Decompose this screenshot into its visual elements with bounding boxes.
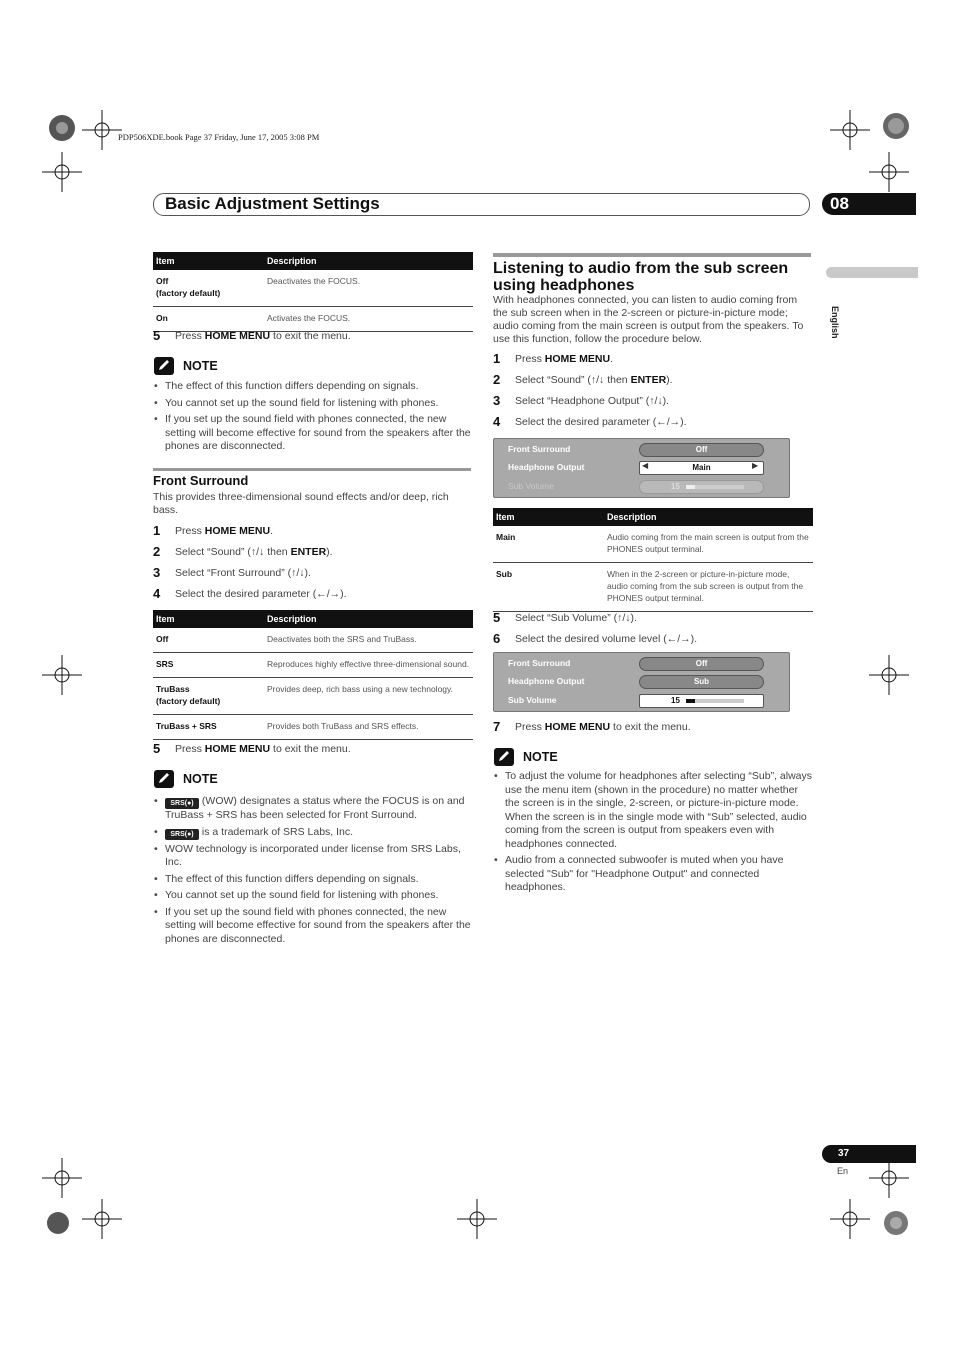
note-icon [154,770,174,788]
table-row [153,678,473,715]
osd-value: Off [639,657,764,671]
list-item: • If you set up the sound field with phones connected, the new setting will become effective for sound from the speakers after the phones are disconnected. [154,413,472,454]
volume-bar [686,699,744,703]
osd-value-text: Main [692,463,711,472]
step-text: Press [515,721,545,733]
table-cell-item: Off (factory default) [153,270,264,307]
page-number: 37 [838,1148,850,1159]
osd-value: Sub [639,675,764,689]
volume-bar-fill [686,699,695,703]
step-text: to exit the menu. [610,721,691,733]
osd-row[interactable] [494,673,789,690]
srs-wow-logo: SRS(●) [165,798,199,809]
registration-mark-icon [38,1203,78,1243]
step-text: Press [175,330,205,342]
step-text: Press [515,353,545,365]
table-cell-item: Off [153,628,264,653]
osd-label: Headphone Output [508,676,585,686]
volume-bar-fill [686,485,695,489]
step-number: 3 [153,565,161,580]
osd-row-selected[interactable] [494,459,789,476]
table-row [493,563,813,612]
osd-menu [493,652,790,712]
table-row [153,307,473,332]
step-number: 2 [493,372,501,387]
list-item-text: is a trademark of SRS Labs, Inc. [199,825,354,838]
list-item [154,826,472,840]
osd-label: Front Surround [508,444,571,454]
table-row [153,653,473,678]
table-cell-desc: Deactivates both the SRS and TruBass. [264,628,473,653]
step-text: Select “Headphone Output” (↑/↓). [515,395,670,407]
note-list [494,770,812,898]
note-list [154,380,472,457]
table-cell-item: TruBass + SRS [153,715,264,740]
step-number: 2 [153,544,161,559]
table-row [153,628,473,653]
step-number: 1 [493,351,501,366]
front-surround-table [153,610,473,740]
step-keyword: HOME MENU [204,330,271,342]
table-cell-desc: Deactivates the FOCUS. [264,270,473,307]
volume-value: 15 [671,482,680,491]
page-lang-code: En [837,1166,849,1176]
registration-mark-icon [42,108,82,148]
step-text: Select “Sound” (↑/↓ then [175,546,291,558]
note-title: NOTE [183,359,218,373]
note-list [154,795,472,949]
section-rule [153,468,471,471]
note-icon [154,357,174,375]
step-keyword: ENTER [630,374,667,386]
step-text: Select the desired parameter (←/→). [515,416,687,428]
osd-menu [493,438,790,498]
osd-label: Headphone Output [508,462,585,472]
table-cell-desc: Reproduces highly effective three-dimensional sound. [264,653,473,678]
step-text: . [270,525,274,537]
list-item: • To adjust the volume for headphones after selecting “Sub”, always use the menu item (shown in the procedure) no matter whether the screen is in the single, 2-screen, or picture-in-picture mode. When the screen is in the single mode with “Sub” selected, audio coming from the screen is output from speakers even with headphones connected. [494,770,812,851]
step-number: 6 [493,631,501,646]
step-text: to exit the menu. [270,330,351,342]
table-cell-item: SRS [153,653,264,678]
section-intro: This provides three-dimensional sound effects and/or deep, rich bass. [153,491,449,516]
section-rule [493,253,811,257]
note-title: NOTE [183,772,218,786]
step-number: 4 [153,586,161,601]
crosshair-icon [869,655,909,695]
page-number-badge [822,1145,916,1163]
table-cell-desc: When in the 2-screen or picture-in-picture mode, audio coming from the sub screen is output from the PHONES output terminal. [604,563,813,612]
arrow-right-icon[interactable]: ▶ [752,461,759,470]
table-cell-desc: Audio coming from the main screen is output from the PHONES output terminal. [604,526,813,563]
list-item [154,795,472,823]
osd-row[interactable] [494,655,789,672]
step-text: Press [175,743,205,755]
step-text: Select “Sound” (↑/↓ then [515,374,631,386]
step-text: Press [175,525,205,537]
table-header: Description [264,610,473,628]
list-item: • Audio from a connected subwoofer is muted when you have selected "Sub" for "Headphone Output" and connected headphones. [494,854,812,895]
registration-mark-icon [876,1203,916,1243]
list-item: • If you set up the sound field with phones connected, the new setting will become effective for sound from the speakers after the phones are disconnected. [154,906,472,947]
focus-table [153,252,473,332]
table-cell-item: On [153,307,264,332]
osd-value [639,694,764,708]
table-cell-item: TruBass (factory default) [153,678,264,715]
crosshair-icon [869,152,909,192]
volume-bar [686,485,744,489]
step-number: 5 [493,610,501,625]
step-text: Select the desired volume level (←/→). [515,633,698,645]
crosshair-icon [82,1199,122,1239]
step-text: ). [666,374,673,386]
list-item-text: (WOW) designates a status where the FOCUS is on and TruBass + SRS has been selected for Front Surround. [165,795,465,821]
osd-label: Sub Volume [508,695,557,705]
headphone-output-table [493,508,813,612]
note-icon [494,748,514,766]
list-item: • You cannot set up the sound field for listening with phones. [154,889,472,903]
language-tab [826,267,918,278]
table-row [153,715,473,740]
table-header: Item [493,508,604,526]
table-row [493,526,813,563]
list-item: • WOW technology is incorporated under license from SRS Labs, Inc. [154,843,472,870]
step-keyword: HOME MENU [544,353,611,365]
step-keyword: HOME MENU [204,525,271,537]
table-cell-desc: Provides deep, rich bass using a new technology. [264,678,473,715]
step-keyword: HOME MENU [544,721,611,733]
volume-value: 15 [671,696,680,705]
step-text: ). [326,546,333,558]
osd-row[interactable] [494,441,789,458]
step-text: Select the desired parameter (←/→). [175,588,347,600]
step-number: 4 [493,414,501,429]
step-keyword: HOME MENU [204,743,271,755]
table-cell-item: Sub [493,563,604,612]
step-number: 3 [493,393,501,408]
crosshair-icon [42,655,82,695]
table-row [153,270,473,307]
page-title: Basic Adjustment Settings [165,194,380,213]
crosshair-icon [42,1158,82,1198]
arrow-left-icon[interactable]: ◀ [642,461,649,470]
list-item: • The effect of this function differs depending on signals. [154,873,472,887]
osd-value: Off [639,443,764,457]
srs-wow-logo: SRS(●) [165,829,199,840]
osd-label: Front Surround [508,658,571,668]
osd-value [639,480,764,494]
language-label: English [830,306,840,339]
table-header: Item [153,252,264,270]
step-text: Select “Sub Volume” (↑/↓). [515,612,637,624]
step-number: 5 [153,741,161,756]
step-number: 7 [493,719,501,734]
step-number: 5 [153,328,161,343]
section-intro: With headphones connected, you can listen to audio coming from the sub screen when in the 2-screen or picture-in-picture mode; audio coming from the main screen is output from the speakers. To use this function, follow the procedure below. [493,294,804,345]
chapter-number: 08 [830,194,849,213]
table-cell-desc: Provides both TruBass and SRS effects. [264,715,473,740]
step-text: Select “Front Surround” (↑/↓). [175,567,311,579]
table-header: Description [264,252,473,270]
list-item: • The effect of this function differs depending on signals. [154,380,472,394]
crosshair-icon [869,1158,909,1198]
osd-row-selected[interactable] [494,692,789,709]
table-header: Description [604,508,813,526]
step-number: 1 [153,523,161,538]
chapter-badge [822,193,916,215]
note-title: NOTE [523,750,558,764]
crosshair-icon [82,110,122,150]
list-item: • You cannot set up the sound field for listening with phones. [154,397,472,411]
file-header: PDP506XDE.book Page 37 Friday, June 17, 2005 3:08 PM [118,132,320,142]
step-text: . [610,353,614,365]
crosshair-icon [42,152,82,192]
table-header: Item [153,610,264,628]
osd-label: Sub Volume [508,481,554,491]
step-keyword: ENTER [290,546,327,558]
osd-value [639,461,764,475]
section-title: Listening to audio from the sub screen using headphones [493,260,789,294]
step-text: to exit the menu. [270,743,351,755]
osd-row[interactable] [494,478,789,495]
crosshair-icon [830,110,870,150]
table-cell-desc: Activates the FOCUS. [264,307,473,332]
crosshair-icon [457,1199,497,1239]
registration-mark-icon [876,106,916,146]
section-title: Front Surround [153,473,249,488]
table-cell-item: Main [493,526,604,563]
crosshair-icon [830,1199,870,1239]
